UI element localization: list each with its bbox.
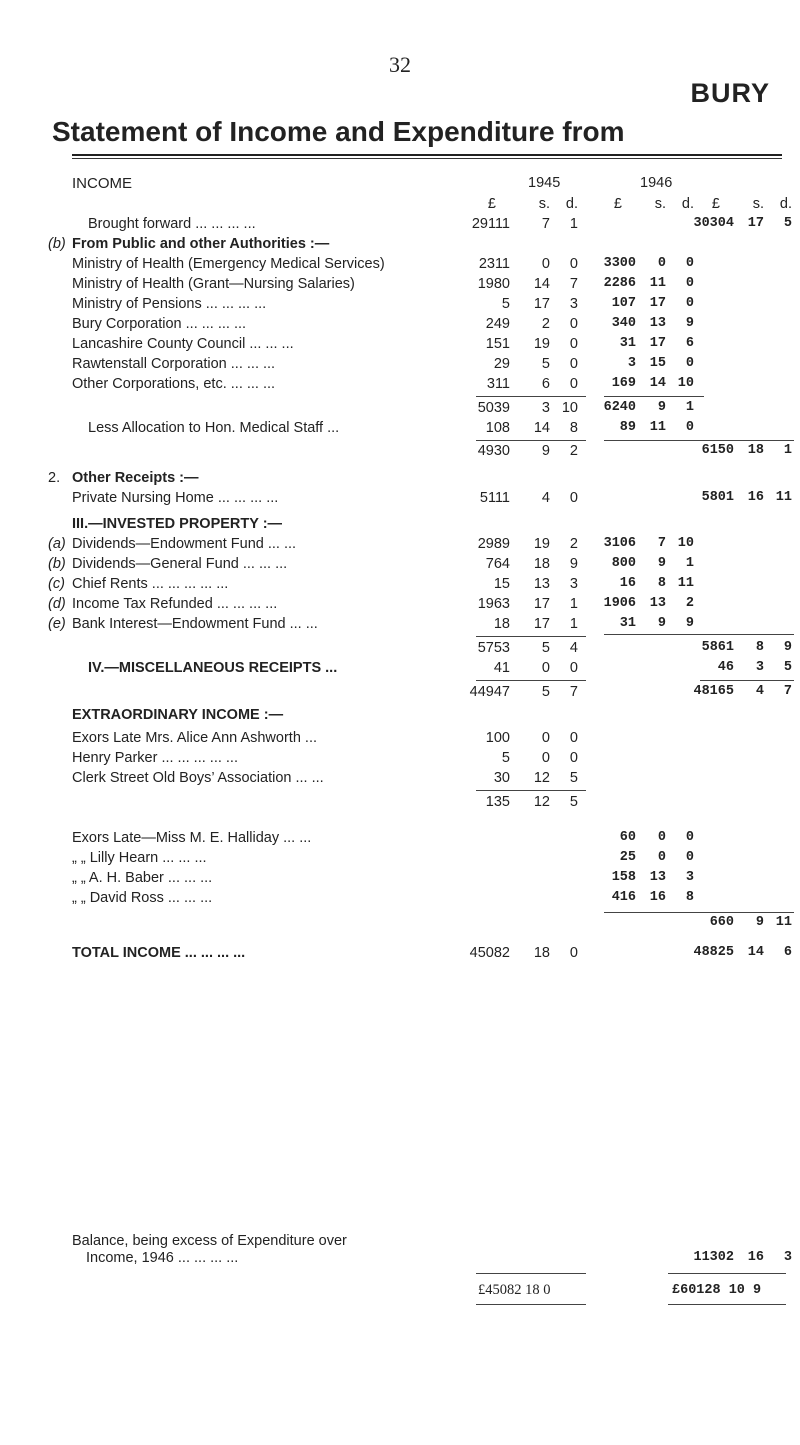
amount-c2: 6240	[603, 400, 636, 415]
amount-c1: 15	[493, 576, 510, 592]
year-1945-heading: 1945	[528, 175, 561, 191]
subtotal-rule	[700, 680, 794, 681]
rule-1945	[476, 1273, 586, 1274]
double-rule-1945	[476, 1304, 586, 1305]
amount-c2: 0	[685, 256, 694, 271]
amount-c2: 0	[685, 420, 694, 435]
amount-c2: 169	[611, 376, 636, 391]
grand-total-1945: £45082 18 0	[478, 1282, 551, 1298]
row-description: „ „ Lilly Hearn ... ... ...	[72, 850, 207, 866]
row-description: Clerk Street Old Boys’ Association ... ...	[72, 770, 324, 786]
place-heading: BURY	[690, 78, 770, 108]
amount-c1: 0	[541, 660, 550, 676]
row-description: IV.—MISCELLANEOUS RECEIPTS ...	[88, 660, 338, 676]
amount-c2: 0	[657, 256, 666, 271]
unit-c3-1: s.	[752, 196, 764, 212]
title-rule	[72, 154, 782, 156]
amount-c1: 17	[533, 296, 550, 312]
amount-c3: 5861	[701, 640, 734, 655]
amount-c1: 249	[485, 316, 510, 332]
amount-c1: 19	[533, 536, 550, 552]
amount-c2: 1906	[603, 596, 636, 611]
amount-c1: 8	[569, 420, 578, 436]
amount-c1: 2311	[478, 256, 510, 272]
amount-c1: 29	[493, 356, 510, 372]
unit-c1-1: s.	[538, 196, 550, 212]
amount-c1: 100	[485, 730, 510, 746]
amount-c1: 0	[569, 750, 578, 766]
amount-c1: 5	[541, 684, 550, 700]
double-rule-1946	[668, 1304, 786, 1305]
amount-c2: 15	[649, 356, 666, 371]
unit-c2-0: £	[613, 196, 622, 212]
subtotal-rule	[476, 636, 586, 637]
subtotal-rule	[476, 396, 586, 397]
amount-c2: 9	[657, 616, 666, 631]
amount-c1: 19	[533, 336, 550, 352]
amount-c2: 0	[685, 276, 694, 291]
amount-c1: 5039	[477, 400, 510, 416]
page-number: 32	[389, 52, 411, 77]
amount-c1: 764	[485, 556, 510, 572]
amount-c1: 5111	[479, 490, 510, 506]
amount-c1: 3	[569, 576, 578, 592]
amount-c1: 5	[569, 794, 578, 810]
amount-c2: 8	[657, 576, 666, 591]
amount-c1: 12	[533, 770, 550, 786]
amount-c3: 48825	[693, 945, 734, 960]
amount-c3: 11	[775, 490, 792, 505]
amount-c2: 17	[649, 296, 666, 311]
amount-c3: 9	[783, 640, 792, 655]
amount-c1: 12	[533, 794, 550, 810]
amount-c3: 18	[747, 443, 764, 458]
amount-c2: 13	[649, 596, 666, 611]
amount-c1: 0	[569, 730, 578, 746]
amount-c2: 11	[649, 276, 666, 291]
statement-title: Statement of Income and Expenditure from	[52, 116, 625, 147]
amount-c2: 11	[649, 420, 666, 435]
amount-c2: 0	[685, 830, 694, 845]
amount-c2: 89	[619, 420, 636, 435]
amount-c2: 0	[657, 850, 666, 865]
amount-c2: 1	[685, 556, 694, 571]
amount-c2: 10	[677, 376, 694, 391]
amount-c2: 340	[611, 316, 636, 331]
subtotal-rule	[604, 634, 794, 635]
amount-c1: 18	[493, 616, 510, 632]
amount-c1: 30	[493, 770, 510, 786]
amount-c1: 0	[541, 730, 550, 746]
subtotal-rule	[476, 790, 586, 791]
amount-c2: 16	[649, 890, 666, 905]
amount-c1: 1980	[477, 276, 510, 292]
amount-c3: 11	[775, 915, 792, 930]
amount-c1: 1963	[477, 596, 510, 612]
amount-c1: 1	[569, 216, 578, 232]
amount-c3: 14	[747, 945, 764, 960]
row-description: Exors Late Mrs. Alice Ann Ashworth ...	[72, 730, 317, 746]
amount-c1: 9	[569, 556, 578, 572]
amount-c1: 2	[569, 536, 578, 552]
row-description: Rawtenstall Corporation ... ... ...	[72, 356, 276, 372]
row-label: (d)	[48, 596, 66, 612]
unit-c3-2: d.	[779, 196, 792, 212]
amount-c2: 25	[619, 850, 636, 865]
amount-c2: 107	[611, 296, 636, 311]
row-label: (b)	[48, 556, 66, 572]
subtotal-rule	[604, 912, 794, 913]
amount-c2: 3300	[603, 256, 636, 271]
year-1946-heading: 1946	[640, 175, 673, 191]
row-description: Less Allocation to Hon. Medical Staff ...	[88, 420, 340, 436]
amount-c1: 10	[561, 400, 578, 416]
amount-c2: 0	[685, 356, 694, 371]
amount-c1: 44947	[469, 684, 510, 700]
amount-c1: 5	[541, 640, 550, 656]
balance-amount: 16	[747, 1250, 764, 1265]
amount-c1: 0	[569, 490, 578, 506]
row-description: „ „ A. H. Baber ... ... ...	[72, 870, 213, 886]
amount-c3: 16	[747, 490, 764, 505]
row-description: Bank Interest—Endowment Fund ... ...	[72, 616, 318, 632]
amount-c2: 31	[619, 336, 636, 351]
amount-c1: 7	[541, 216, 550, 232]
amount-c1: 2	[569, 443, 578, 459]
amount-c3: 1	[783, 443, 792, 458]
amount-c1: 9	[541, 443, 550, 459]
row-description: EXTRAORDINARY INCOME :—	[72, 707, 284, 723]
amount-c2: 17	[649, 336, 666, 351]
amount-c1: 3	[569, 296, 578, 312]
amount-c1: 0	[569, 316, 578, 332]
amount-c1: 0	[569, 356, 578, 372]
amount-c1: 5	[569, 770, 578, 786]
amount-c1: 7	[569, 276, 578, 292]
amount-c1: 0	[541, 256, 550, 272]
unit-c2-1: s.	[654, 196, 666, 212]
amount-c1: 18	[533, 945, 550, 961]
amount-c1: 7	[569, 684, 578, 700]
amount-c3: 8	[755, 640, 764, 655]
row-description: Brought forward ... ... ... ...	[88, 216, 256, 232]
row-description: Private Nursing Home ... ... ... ...	[72, 490, 279, 506]
amount-c3: 9	[755, 915, 764, 930]
income-heading: INCOME	[72, 175, 132, 192]
amount-c2: 10	[677, 536, 694, 551]
row-description: Bury Corporation ... ... ... ...	[72, 316, 247, 332]
amount-c2: 416	[611, 890, 636, 905]
amount-c3: 3	[755, 660, 764, 675]
amount-c2: 2286	[603, 276, 636, 291]
amount-c3: 6150	[701, 443, 734, 458]
amount-c2: 14	[649, 376, 666, 391]
row-description: Exors Late—Miss M. E. Halliday ... ...	[72, 830, 312, 846]
amount-c2: 9	[685, 616, 694, 631]
amount-c2: 0	[657, 830, 666, 845]
amount-c1: 0	[541, 750, 550, 766]
amount-c1: 45082	[469, 945, 510, 961]
amount-c1: 1	[569, 616, 578, 632]
amount-c2: 1	[685, 400, 694, 415]
amount-c2: 9	[657, 400, 666, 415]
amount-c2: 3106	[603, 536, 636, 551]
row-description: Lancashire County Council ... ... ...	[72, 336, 294, 352]
amount-c1: 108	[485, 420, 510, 436]
amount-c1: 6	[541, 376, 550, 392]
unit-c3-0: £	[711, 196, 720, 212]
amount-c3: 48165	[693, 684, 734, 699]
amount-c1: 4	[541, 490, 550, 506]
row-description: Ministry of Pensions ... ... ... ...	[72, 296, 267, 312]
amount-c1: 17	[533, 596, 550, 612]
amount-c2: 9	[657, 556, 666, 571]
amount-c3: 17	[747, 216, 764, 231]
amount-c1: 151	[485, 336, 510, 352]
amount-c3: 660	[709, 915, 734, 930]
row-label: 2.	[48, 470, 61, 486]
amount-c2: 31	[619, 616, 636, 631]
amount-c1: 0	[569, 660, 578, 676]
amount-c2: 11	[677, 576, 694, 591]
unit-c1-2: d.	[565, 196, 578, 212]
amount-c3: 7	[783, 684, 792, 699]
row-description: Other Corporations, etc. ... ... ...	[72, 376, 276, 392]
row-description: Dividends—Endowment Fund ... ...	[72, 536, 297, 552]
row-description: Chief Rents ... ... ... ... ...	[72, 576, 229, 592]
row-description: Income Tax Refunded ... ... ... ...	[72, 596, 278, 612]
amount-c2: 0	[685, 850, 694, 865]
row-description: From Public and other Authorities :—	[72, 236, 330, 252]
balance-amount: 11302	[693, 1250, 734, 1265]
row-label: (c)	[48, 576, 65, 592]
grand-total-1946: £60128 10 9	[672, 1283, 762, 1298]
row-description: Other Receipts :—	[72, 470, 199, 486]
amount-c3: 5801	[701, 490, 734, 505]
amount-c2: 158	[611, 870, 636, 885]
amount-c1: 2	[541, 316, 550, 332]
amount-c2: 3	[627, 356, 636, 371]
row-description: TOTAL INCOME ... ... ... ...	[72, 945, 246, 961]
subtotal-rule	[604, 440, 794, 441]
subtotal-rule	[476, 440, 586, 441]
amount-c2: 2	[685, 596, 694, 611]
amount-c3: 5	[783, 216, 792, 231]
amount-c2: 3	[685, 870, 694, 885]
amount-c2: 13	[649, 870, 666, 885]
amount-c3: 46	[717, 660, 734, 675]
unit-c2-2: d.	[681, 196, 694, 212]
amount-c2: 16	[619, 576, 636, 591]
amount-c2: 800	[611, 556, 636, 571]
amount-c1: 4	[569, 640, 578, 656]
row-label: (b)	[48, 236, 66, 252]
row-description: Ministry of Health (Emergency Medical Services)	[72, 256, 385, 272]
amount-c2: 6	[685, 336, 694, 351]
amount-c1: 5753	[477, 640, 510, 656]
balance-amount: 3	[783, 1250, 792, 1265]
amount-c1: 0	[569, 945, 578, 961]
amount-c1: 2989	[477, 536, 510, 552]
amount-c1: 17	[533, 616, 550, 632]
row-label: (e)	[48, 616, 66, 632]
amount-c1: 29111	[471, 216, 510, 232]
row-label: (a)	[48, 536, 66, 552]
amount-c3: 4	[755, 684, 764, 699]
row-description: Henry Parker ... ... ... ... ...	[72, 750, 238, 766]
amount-c1: 4930	[477, 443, 510, 459]
amount-c1: 0	[569, 336, 578, 352]
amount-c1: 0	[569, 376, 578, 392]
amount-c1: 14	[533, 420, 550, 436]
amount-c1: 5	[501, 750, 510, 766]
rule-1946	[668, 1273, 786, 1274]
amount-c2: 0	[685, 296, 694, 311]
row-description: Dividends—General Fund ... ... ...	[72, 556, 288, 572]
amount-c1: 14	[533, 276, 550, 292]
amount-c1: 3	[541, 400, 550, 416]
amount-c2: 8	[685, 890, 694, 905]
amount-c1: 5	[541, 356, 550, 372]
amount-c1: 41	[493, 660, 510, 676]
row-description: Ministry of Health (Grant—Nursing Salaries)	[72, 276, 355, 292]
amount-c1: 13	[533, 576, 550, 592]
amount-c3: 30304	[693, 216, 734, 231]
amount-c1: 0	[569, 256, 578, 272]
balance-line-1: Balance, being excess of Expenditure over	[72, 1233, 347, 1249]
amount-c1: 18	[533, 556, 550, 572]
unit-c1-0: £	[487, 196, 496, 212]
amount-c1: 135	[485, 794, 510, 810]
amount-c1: 311	[486, 376, 510, 392]
amount-c1: 1	[569, 596, 578, 612]
balance-line-2: Income, 1946 ... ... ... ...	[86, 1250, 239, 1266]
amount-c3: 5	[783, 660, 792, 675]
subtotal-rule	[476, 680, 586, 681]
amount-c2: 13	[649, 316, 666, 331]
amount-c3: 6	[783, 945, 792, 960]
amount-c1: 5	[501, 296, 510, 312]
amount-c2: 9	[685, 316, 694, 331]
amount-c2: 60	[619, 830, 636, 845]
subtotal-rule	[604, 396, 704, 397]
title-rule-2	[72, 158, 782, 159]
row-description: „ „ David Ross ... ... ...	[72, 890, 213, 906]
row-description: III.—INVESTED PROPERTY :—	[72, 516, 283, 532]
amount-c2: 7	[657, 536, 666, 551]
